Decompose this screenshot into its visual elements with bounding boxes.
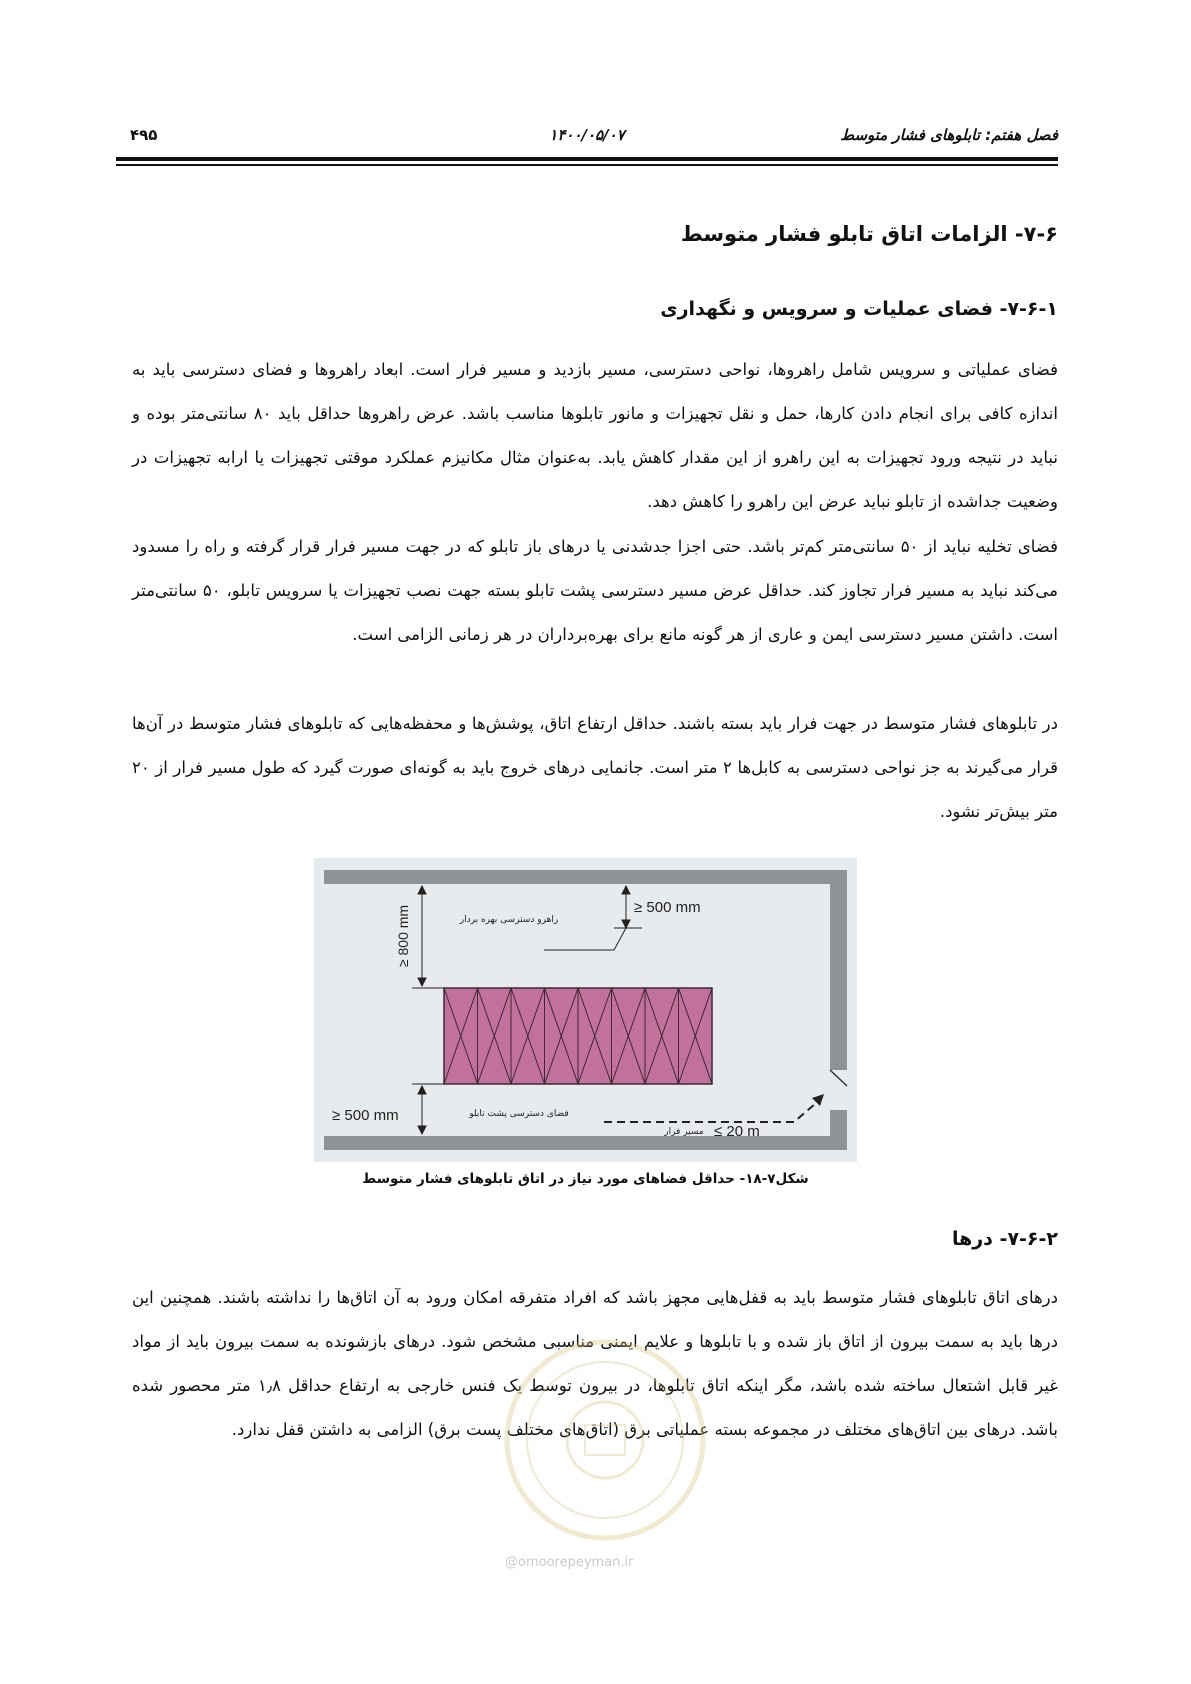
switchgear-panels <box>444 988 712 1084</box>
operator-aisle-label: راهرو دسترسی بهره بردار <box>459 915 559 925</box>
header-date: ۱۴۰۰/۰۵/۰۷ <box>549 126 625 144</box>
paragraph-room-height: در تابلوهای فشار متوسط در جهت فرار باید بسته باشند. حداقل ارتفاع اتاق، پوشش‌ها و محفظه‌هایی که تابلوهای فشار متوسط در آن‌ها قرار می‌گیرند به جز نواحی دسترسی به کابل‌ها ۲ متر است. جانمایی درهای خروج باید به گونه‌ای صورت گیرد که طول مسیر فرار از ۲۰ متر بیش‌تر نشود. <box>132 714 1059 821</box>
rear-gap-label: ≥ 500 mm <box>332 1107 399 1124</box>
figure-caption: شکل۷-۱۸- حداقل فضاهای مورد نیاز در اتاق تابلوهای فشار متوسط <box>362 1171 809 1187</box>
header-rule-thick <box>116 157 1058 161</box>
escape-route-label: مسیر فرار <box>664 1127 704 1137</box>
subsection-heading-doors: ۷-۶-۲- درها <box>951 1228 1058 1250</box>
watermark-url: @omoorepeyman.ir <box>505 1555 634 1570</box>
aisle-width-label: ≥ 800 mm <box>395 904 411 968</box>
paragraph-aisles: فضای عملیاتی و سرویس شامل راهروها، نواحی دسترسی، مسیر بازدید و مسیر فرار است. ابعاد راهروها و فضای دسترسی باید به اندازه کافی برای انجام دادن کارها، حمل و نقل تجهیزات و مانور تابلوها مناسب باشد. عرض راهروها حداقل باید ۸۰ سانتی‌متر بوده و نباید در نتیجه ورود تجهیزات به این راهرو از این مقدار کاهش یابد. به‌عنوان مثال مکانیزم عملکرد موقتی تجهیزات یا ارابه تجهیزات در وضعیت جداشده از تابلو نباید عرض این راهرو را کاهش دهد. <box>132 360 1058 511</box>
page-number: ۴۹۵ <box>130 126 158 144</box>
rear-access-label: فضای دسترسی پشت تابلو <box>469 1109 569 1119</box>
top-gap-label: ≥ 500 mm <box>634 899 701 916</box>
section-heading: ۷-۶- الزامات اتاق تابلو فشار متوسط <box>680 222 1058 246</box>
page-header <box>116 118 1058 148</box>
room-layout-diagram <box>314 858 857 1162</box>
subsection-heading-operations: ۷-۶-۱- فضای عملیات و سرویس و نگهداری <box>660 298 1058 320</box>
watermark-seal-icon <box>490 1325 720 1555</box>
paragraph-evacuation: فضای تخلیه نباید از ۵۰ سانتی‌متر کم‌تر باشد. حتی اجزا جدشدنی یا درهای باز تابلو که در جهت مسیر فرار قرار گرفته و راه را مسدود می‌کند نباید به مسیر فرار تجاوز کند. حداقل عرض مسیر دسترسی پشت تابلو بسته جهت نصب تجهیزات یا سرویس تابلو، ۵۰ سانتی‌متر است. داشتن مسیر دسترسی ایمن و عاری از هر گونه مانع برای بهره‌برداران در هر زمانی الزامی است. <box>132 537 1059 644</box>
chapter-title: فصل هفتم: تابلوهای فشار متوسط <box>840 126 1058 144</box>
paragraph-doors: درهای اتاق تابلوهای فشار متوسط باید به قفل‌هایی مجهز باشد که افراد متفرقه امکان ورود به آن اتاق‌ها را نداشته باشند. همچنین این درها باید به سمت بیرون از اتاق باز شده و با تابلوها و علایم ایمنی مناسبی مشخص شود. درهای بازشونده به سمت بیرون باید از مواد غیر قابل اشتعال ساخته شده باشد، مگر اینکه اتاق تابلوها، در بیرون توسط یک فنس خارجی به ارتفاع حداقل ۱٫۸ متر محصور شده باشد. درهای بین اتاق‌های مختلف در مجموعه بسته عملیاتی برق (اتاق‌های مختلف پست برق) الزامی به داشتن قفل ندارد. <box>132 1288 1058 1439</box>
escape-length-label: ≤ 20 m <box>714 1123 760 1140</box>
header-rule-thin <box>116 164 1058 166</box>
